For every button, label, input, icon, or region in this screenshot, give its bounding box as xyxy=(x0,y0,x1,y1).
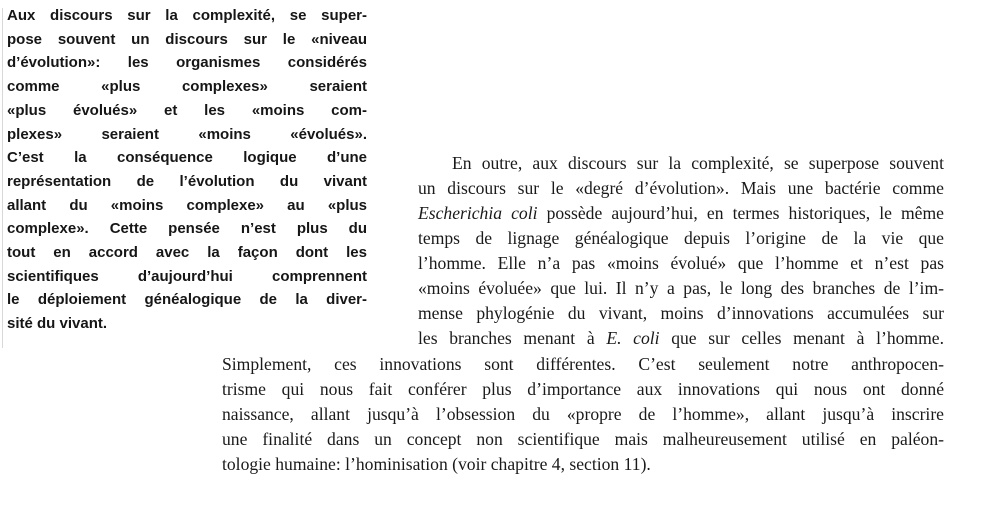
excerpt-line: Aux discours sur la complexité, se super- xyxy=(7,7,367,24)
excerpt-line: tout en accord avec la façon dont les xyxy=(7,244,367,262)
body-line: temps de lignage généalogique depuis l’origine de la vie que xyxy=(418,228,944,248)
body-line: Escherichia coli possède aujourd’hui, en termes historiques, le même xyxy=(418,203,944,223)
body-line: mense phylogénie du vivant, moins d’innovations accumulées sur xyxy=(418,303,944,323)
excerpt-line: scientifiques d’aujourd’hui comprennent xyxy=(7,267,367,285)
excerpt-line: pose souvent un discours sur le «niveau xyxy=(7,30,367,48)
body-line: «moins évoluée» que lui. Il n’y a pas, le long des branches de l’im- xyxy=(418,278,944,298)
body-line: les branches menant à E. coli que sur celles menant à l’homme. xyxy=(418,328,944,348)
body-line: l’homme. Elle n’a pas «moins évolué» que l’homme et n’est pas xyxy=(418,253,944,273)
species-name: Escherichia coli xyxy=(418,203,538,223)
species-abbrev: E. coli xyxy=(606,328,660,348)
excerpt-line: le déploiement généalogique de la diver- xyxy=(7,291,367,309)
excerpt-line-last: sité du vivant. xyxy=(7,315,108,333)
sidebar-excerpt xyxy=(7,4,367,336)
excerpt-line: «plus évolués» et les «moins com- xyxy=(7,101,367,119)
body-line: une finalité dans un concept non scientifique mais malheureusement utilisé en paléon- xyxy=(222,429,944,449)
body-line: naissance, allant jusqu’à l’obsession du «propre de l’homme», allant jusqu’à inscrire xyxy=(222,404,944,424)
excerpt-line: représentation de l’évolution du vivant xyxy=(7,172,367,190)
excerpt-line: allant du «moins complexe» au «plus xyxy=(7,196,367,214)
margin-rule xyxy=(2,8,3,348)
excerpt-line: C’est la conséquence logique d’une xyxy=(7,149,367,167)
excerpt-line: comme «plus complexes» seraient xyxy=(7,78,367,96)
body-line-last: tologie humaine: l’hominisation (voir chapitre 4, section 11). xyxy=(222,454,651,474)
body-line: Simplement, ces innovations sont différentes. C’est seulement notre anthropocen- xyxy=(222,354,944,374)
body-line: un discours sur le «degré d’évolution». Mais une bactérie comme xyxy=(418,178,944,198)
body-line: trisme qui nous fait conférer plus d’importance aux innovations qui nous ont donné xyxy=(222,379,944,399)
excerpt-line: plexes» seraient «moins «évolués». xyxy=(7,125,367,143)
excerpt-line: complexe». Cette pensée n’est plus du xyxy=(7,220,367,238)
excerpt-line: d’évolution»: les organismes considérés xyxy=(7,54,367,72)
body-line: En outre, aux discours sur la complexité, se superpose souvent xyxy=(452,153,944,173)
